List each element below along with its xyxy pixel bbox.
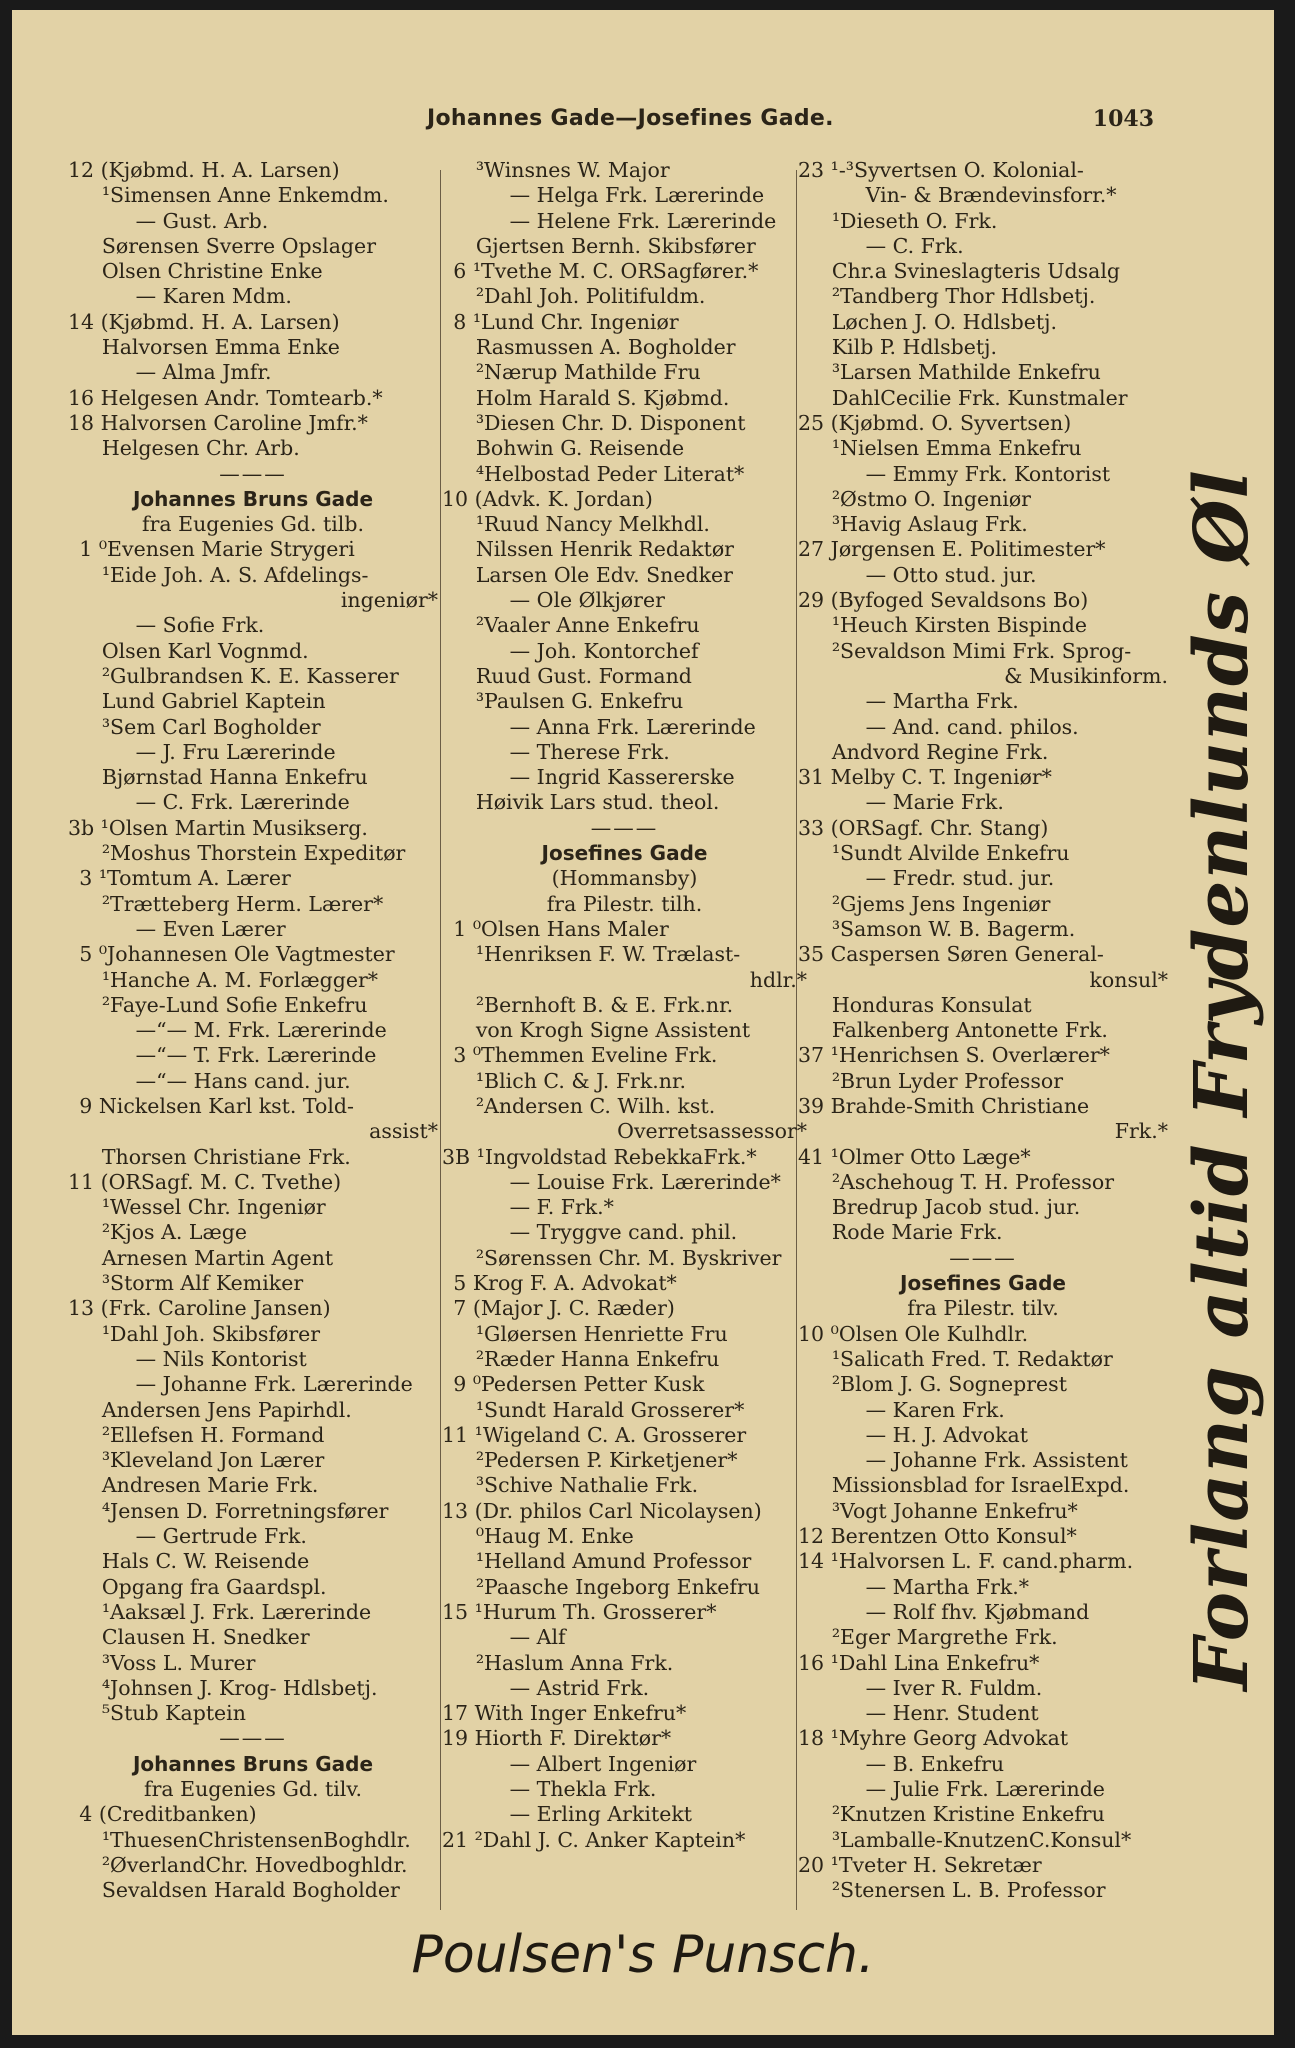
directory-entry: fra Pilestr. tilv.	[907, 1296, 1059, 1321]
directory-entry: ¹Dieseth O. Frk.	[831, 208, 998, 233]
directory-entry: ³Winsnes W. Major	[475, 158, 670, 182]
directory-entry: ¹ThuesenChristensenBoghdlr.	[101, 1827, 411, 1852]
directory-entry: Løchen J. O. Hdlsbetj.	[831, 309, 1058, 334]
directory-entry: ²Gulbrandsen K. E. Kasserer	[101, 663, 399, 688]
directory-entry: 8 ¹Lund Chr. Ingeniør	[453, 309, 679, 334]
directory-entry: ²Blom J. G. Sogneprest	[831, 1372, 1067, 1397]
directory-entry: Lund Gabriel Kaptein	[101, 689, 326, 714]
directory-entry: ²Nærup Mathilde Fru	[475, 360, 701, 385]
directory-entry: ⁰Haug M. Enke	[475, 1524, 634, 1549]
directory-entry: Bohwin G. Reisende	[475, 436, 685, 461]
directory-entry: — C. Frk.	[865, 233, 964, 258]
directory-entry: 19 Hiorth F. Direktør*	[442, 1726, 672, 1751]
directory-entry: (Hommansby)	[551, 866, 698, 891]
section-rule: ———	[949, 1245, 1017, 1270]
directory-entry: ¹Henriksen F. W. Trælast-	[475, 942, 741, 967]
directory-entry: ²Tandberg Thor Hdlsbetj.	[831, 284, 1096, 309]
directory-entry: 27 Jørgensen E. Politimester*	[798, 537, 1106, 562]
directory-entry: — Marie Frk.	[865, 790, 1004, 815]
directory-entry: — Alma Jmfr.	[135, 360, 272, 385]
column-1	[68, 158, 438, 1903]
directory-entry: ³Lamballe-KnutzenC.Konsul*	[831, 1827, 1132, 1852]
directory-entry: ²Sørenssen Chr. M. Byskriver	[475, 1245, 782, 1270]
directory-entry: Clausen H. Snedker	[101, 1625, 310, 1650]
directory-entry: — Helga Frk. Lærerinde	[509, 183, 765, 208]
directory-entry: ¹Wessel Chr. Ingeniør	[101, 1195, 326, 1220]
section-rule: ———	[219, 1726, 287, 1751]
directory-entry: ³Kleveland Jon Lærer	[101, 1448, 325, 1473]
directory-entry: ³Voss L. Murer	[101, 1650, 256, 1675]
directory-entry: — Thekla Frk.	[509, 1777, 657, 1801]
directory-entry: — Albert Ingeniør	[509, 1751, 697, 1776]
directory-entry: — And. cand. philos.	[865, 714, 1079, 739]
directory-entry: 10 ⁰Olsen Ole Kulhdlr.	[798, 1321, 1029, 1346]
directory-entry: Falkenberg Antonette Frk.	[831, 1018, 1108, 1043]
directory-entry: ²Brun Lyder Professor	[831, 1068, 1064, 1093]
side-advertisement-text: Forlang altid Frydenlunds Øl	[1179, 469, 1265, 1691]
directory-entry: 31 Melby C. T. Ingeniør*	[798, 765, 1052, 790]
directory-entry: ²Andersen C. Wilh. kst.	[475, 1093, 716, 1118]
directory-entry: ³Vogt Johanne Enkefru*	[831, 1498, 1078, 1523]
directory-entry: — Ole Ølkjører	[509, 588, 665, 613]
directory-entry: ³Schive Nathalie Frk.	[475, 1473, 699, 1498]
directory-entry: — Astrid Frk.	[509, 1675, 650, 1700]
directory-entry: 6 ¹Tvethe M. C. ORSagfører.*	[453, 259, 759, 284]
directory-entry: ²Paasche Ingeborg Enkefru	[475, 1574, 760, 1599]
page-number: 1043	[1092, 106, 1154, 132]
directory-entry: — Henr. Student	[865, 1701, 1039, 1726]
directory-entry: 35 Caspersen Søren General-	[798, 942, 1104, 967]
directory-entry: ³Diesen Chr. D. Disponent	[475, 410, 746, 435]
directory-entry: Ruud Gust. Formand	[475, 663, 692, 688]
street-heading: Johannes Bruns Gade	[132, 1751, 374, 1776]
directory-entry: Sørensen Sverre Opslager	[101, 233, 376, 258]
directory-entry: — Martha Frk.	[865, 689, 1019, 714]
directory-entry: Nilssen Henrik Redaktør	[475, 537, 734, 562]
directory-entry: — J. Fru Lærerinde	[135, 739, 336, 764]
directory-entry: ⁴Helbostad Peder Literat*	[475, 461, 745, 486]
directory-entry: ³Larsen Mathilde Enkefru	[831, 360, 1101, 385]
directory-entry: Halvorsen Emma Enke	[101, 335, 340, 360]
directory-entry: fra Pilestr. tilh.	[546, 891, 703, 916]
directory-entry: 33 (ORSagf. Chr. Stang)	[798, 815, 1049, 840]
directory-entry: ²ØverlandChr. Hovedboghldr.	[101, 1852, 408, 1877]
directory-entry: 5 ⁰Johannesen Ole Vagtmester	[79, 942, 395, 967]
directory-entry: — Rolf fhv. Kjøbmand	[865, 1599, 1090, 1624]
directory-entry: 14 (Kjøbmd. H. A. Larsen)	[68, 309, 340, 334]
directory-entry: Sevaldsen Harald Bogholder	[101, 1878, 400, 1903]
directory-entry: — Louise Frk. Lærerinde*	[509, 1169, 781, 1194]
directory-entry: — Johanne Frk. Assistent	[865, 1448, 1128, 1473]
directory-entry: Hals C. W. Reisende	[101, 1549, 310, 1574]
column-divider	[440, 170, 441, 1910]
directory-entry: ²Eger Margrethe Frk.	[831, 1625, 1058, 1650]
directory-entry: Helgesen Chr. Arb.	[101, 436, 300, 461]
directory-entry: Thorsen Christiane Frk.	[101, 1144, 351, 1169]
directory-entry: 21 ²Dahl J. C. Anker Kaptein*	[442, 1827, 746, 1852]
directory-entry: —“— Hans cand. jur.	[135, 1068, 351, 1093]
directory-entry: ³Paulsen G. Enkefru	[475, 689, 684, 714]
directory-entry: — Iver R. Fuldm.	[865, 1675, 1043, 1700]
directory-entry: ²Trætteberg Herm. Lærer*	[101, 891, 384, 916]
directory-entry: Olsen Karl Vognmd.	[101, 638, 309, 663]
section-rule: ———	[590, 815, 659, 840]
directory-entry: ⁵Stub Kaptein	[101, 1701, 246, 1726]
side-advertisement	[1172, 469, 1272, 1691]
directory-entry: ²Haslum Anna Frk.	[475, 1650, 674, 1675]
column-2	[442, 158, 807, 1853]
directory-entry: 13 (Frk. Caroline Jansen)	[68, 1296, 331, 1321]
directory-entry: Overretsassessor*	[617, 1119, 807, 1144]
directory-entry: ¹Helland Amund Professor	[475, 1549, 752, 1574]
directory-entry: ²Østmo O. Ingeniør	[831, 486, 1031, 511]
directory-entry: 12 Berentzen Otto Konsul*	[798, 1524, 1077, 1549]
directory-entry: — C. Frk. Lærerinde	[135, 790, 350, 815]
directory-entry: Andresen Marie Frk.	[101, 1473, 319, 1498]
directory-entry: 7 (Major J. C. Ræder)	[453, 1296, 675, 1321]
directory-entry: ²Pedersen P. Kirketjener*	[475, 1448, 738, 1473]
directory-entry: ²Vaaler Anne Enkefru	[475, 613, 700, 638]
page-title: Johannes Gade—Josefines Gade.	[427, 106, 834, 131]
directory-entry: 9 ⁰Pedersen Petter Kusk	[453, 1372, 705, 1397]
directory-entry: 14 ¹Halvorsen L. F. cand.pharm.	[798, 1549, 1134, 1574]
directory-entry: — Nils Kontorist	[135, 1346, 307, 1371]
directory-entry: ⁴Jensen D. Forretningsfører	[101, 1498, 389, 1523]
directory-entry: Arnesen Martin Agent	[101, 1245, 334, 1270]
directory-entry: ¹Hanche A. M. Forlægger*	[101, 967, 379, 992]
directory-entry: — Fredr. stud. jur.	[865, 866, 1055, 891]
directory-entry: ¹Heuch Kirsten Bispinde	[831, 613, 1088, 638]
directory-entry: Rode Marie Frk.	[831, 1220, 1003, 1245]
directory-entry: 37 ¹Henrichsen S. Overlærer*	[798, 1043, 1110, 1068]
directory-entry: — Tryggve cand. phil.	[509, 1220, 738, 1245]
directory-entry: ²Dahl Joh. Politifuldm.	[475, 284, 706, 309]
column-3	[798, 158, 1168, 1903]
directory-entry: 25 (Kjøbmd. O. Syvertsen)	[798, 410, 1072, 435]
directory-entry: — B. Enkefru	[865, 1751, 1005, 1776]
directory-entry: 15 ¹Hurum Th. Grosserer*	[442, 1599, 717, 1624]
directory-entry: Larsen Ole Edv. Snedker	[475, 562, 733, 587]
directory-entry: ¹Salicath Fred. T. Redaktør	[831, 1346, 1113, 1371]
directory-entry: Kilb P. Hdlsbetj.	[831, 335, 997, 360]
directory-entry: 1 ⁰Olsen Hans Maler	[453, 916, 669, 941]
directory-entry: 10 (Advk. K. Jordan)	[442, 486, 653, 511]
directory-entry: ²Ræder Hanna Enkefru	[475, 1346, 720, 1371]
directory-entry: ¹Ruud Nancy Melkhdl.	[475, 512, 710, 537]
directory-entry: ²Ellefsen H. Formand	[101, 1422, 325, 1447]
directory-entry: 12 (Kjøbmd. H. A. Larsen)	[68, 158, 340, 182]
directory-entry: — Anna Frk. Lærerinde	[509, 714, 756, 739]
directory-entry: 39 Brahde-Smith Christiane	[798, 1093, 1090, 1118]
directory-entry: — Therese Frk.	[509, 739, 670, 764]
directory-entry: 20 ¹Tveter H. Sekretær	[798, 1852, 1042, 1877]
directory-entry: — H. J. Advokat	[865, 1422, 1028, 1447]
directory-entry: — Otto stud. jur.	[865, 562, 1037, 587]
directory-entry: 41 ¹Olmer Otto Læge*	[798, 1144, 1031, 1169]
directory-entry: 11 ¹Wigeland C. A. Grosserer	[442, 1422, 747, 1447]
directory-entry: — Julie Frk. Lærerinde	[865, 1777, 1105, 1801]
directory-entry: — Martha Frk.*	[865, 1574, 1030, 1599]
street-heading: Josefines Gade	[541, 841, 708, 866]
directory-entry: ⁴Johnsen J. Krog- Hdlsbetj.	[101, 1675, 378, 1700]
directory-entry: ¹Sundt Harald Grosserer*	[475, 1397, 745, 1422]
directory-entry: 3B ¹Ingvoldstad RebekkaFrk.*	[442, 1144, 757, 1169]
directory-entry: Bredrup Jacob stud. jur.	[831, 1195, 1081, 1220]
directory-entry: ³Samson W. B. Bagerm.	[831, 916, 1076, 941]
directory-entry: ²Gjems Jens Ingeniør	[831, 891, 1051, 916]
directory-entry: — Gertrude Frk.	[135, 1524, 307, 1549]
directory-entry: & Musikinform.	[1004, 663, 1168, 688]
page-header	[12, 106, 1274, 140]
footer-advertisement: Poulsen's Punsch.	[411, 1925, 875, 1985]
directory-entry: Frk.*	[1114, 1119, 1168, 1144]
directory-entry: Andvord Regine Frk.	[831, 739, 1049, 764]
directory-entry: ¹Sundt Alvilde Enkefru	[831, 841, 1070, 866]
directory-entry: Holm Harald S. Kjøbmd.	[475, 385, 730, 410]
directory-entry: ¹Nielsen Emma Enkefru	[831, 436, 1082, 461]
directory-entry: ³Storm Alf Kemiker	[101, 1271, 304, 1296]
directory-entry: ²Faye-Lund Sofie Enkefru	[101, 992, 368, 1017]
directory-entry: — Joh. Kontorchef	[509, 638, 699, 663]
directory-entry: fra Eugenies Gd. tilb.	[142, 512, 364, 537]
directory-entry: Missionsblad for IsraelExpd.	[831, 1473, 1130, 1498]
directory-entry: ¹Gløersen Henriette Fru	[475, 1321, 728, 1346]
directory-entry: — Even Lærer	[135, 916, 286, 941]
directory-entry: — Sofie Frk.	[135, 613, 265, 638]
directory-entry: — Gust. Arb.	[135, 208, 269, 233]
directory-entry: 18 Halvorsen Caroline Jmfr.*	[68, 410, 368, 435]
directory-entry: 3 ¹Tomtum A. Lærer	[79, 866, 291, 891]
directory-entry: von Krogh Signe Assistent	[475, 1018, 751, 1043]
directory-entry: — Karen Mdm.	[135, 284, 292, 309]
directory-entry: 16 Helgesen Andr. Tomtearb.*	[68, 385, 383, 410]
directory-entry: Honduras Konsulat	[831, 992, 1032, 1017]
directory-entry: ¹Aaksæl J. Frk. Lærerinde	[101, 1599, 372, 1624]
directory-entry: Høivik Lars stud. theol.	[475, 790, 720, 815]
directory-entry: — Karen Frk.	[865, 1397, 1005, 1422]
directory-entry: Rasmussen A. Bogholder	[475, 335, 736, 360]
directory-entry: 1 ⁰Evensen Marie Strygeri	[79, 537, 355, 562]
directory-entry: —“— T. Frk. Lærerinde	[135, 1043, 377, 1068]
directory-entry: ¹Dahl Joh. Skibsfører	[101, 1321, 321, 1346]
directory-entry: Bjørnstad Hanna Enkefru	[101, 765, 368, 790]
directory-entry: — Johanne Frk. Lærerinde	[135, 1372, 413, 1397]
directory-entry: ²Kjos A. Læge	[101, 1220, 248, 1245]
directory-entry: ³Sem Carl Bogholder	[101, 714, 321, 739]
directory-entry: 23 ¹-³Syvertsen O. Kolonial-	[798, 158, 1084, 182]
directory-entry: 18 ¹Myhre Georg Advokat	[798, 1726, 1069, 1751]
directory-entry: — Helene Frk. Lærerinde	[509, 208, 777, 233]
directory-entry: ³Havig Aslaug Frk.	[831, 512, 1028, 537]
directory-entry: 13 (Dr. philos Carl Nicolaysen)	[442, 1498, 762, 1523]
directory-entry: DahlCecilie Frk. Kunstmaler	[831, 385, 1128, 410]
directory-entry: 9 Nickelsen Karl kst. Told-	[79, 1093, 354, 1118]
section-rule: ———	[219, 461, 287, 486]
directory-entry: —“— M. Frk. Lærerinde	[135, 1018, 387, 1043]
street-heading: Johannes Bruns Gade	[132, 486, 374, 511]
directory-entry: ²Sevaldson Mimi Frk. Sprog-	[831, 638, 1132, 663]
directory-entry: ingeniør*	[340, 588, 438, 613]
directory-entry: Chr.a Svineslagteris Udsalg	[831, 259, 1121, 284]
directory-entry: Gjertsen Bernh. Skibsfører	[475, 233, 756, 258]
directory-entry: 16 ¹Dahl Lina Enkefru*	[798, 1650, 1040, 1675]
directory-entry: ¹Blich C. & J. Frk.nr.	[475, 1068, 687, 1093]
directory-entry: ¹Eide Joh. A. S. Afdelings-	[101, 562, 369, 587]
directory-entry: — Ingrid Kassererske	[509, 765, 735, 790]
directory-page	[12, 10, 1274, 2035]
directory-entry: 3 ⁰Themmen Eveline Frk.	[453, 1043, 718, 1068]
directory-entry: Andersen Jens Papirhdl.	[101, 1397, 352, 1422]
directory-entry: Vin- & Brændevinsforr.*	[865, 183, 1117, 208]
directory-entry: ²Bernhoft B. & E. Frk.nr.	[475, 992, 734, 1017]
directory-entry: — Erling Arkitekt	[509, 1802, 692, 1827]
directory-entry: 4 (Creditbanken)	[79, 1802, 257, 1827]
directory-entry: — Alf	[509, 1625, 566, 1650]
directory-entry: ²Aschehoug T. H. Professor	[831, 1169, 1114, 1194]
directory-entry: fra Eugenies Gd. tilv.	[143, 1777, 363, 1801]
directory-entry: 29 (Byfoged Sevaldsons Bo)	[798, 588, 1089, 613]
directory-entry: ²Stenersen L. B. Professor	[831, 1878, 1106, 1903]
directory-entry: Opgang fra Gaardspl.	[101, 1574, 327, 1599]
directory-entry: assist*	[369, 1119, 438, 1144]
directory-entry: 17 With Inger Enkefru*	[442, 1701, 687, 1726]
directory-entry: konsul*	[1089, 967, 1168, 992]
directory-entry: 5 Krog F. A. Advokat*	[453, 1271, 677, 1296]
directory-entry: ²Moshus Thorstein Expeditør	[101, 841, 406, 866]
directory-entry: — F. Frk.*	[509, 1195, 614, 1220]
directory-entry: 11 (ORSagf. M. C. Tvethe)	[68, 1169, 342, 1194]
directory-entry: ¹Simensen Anne Enkemdm.	[101, 183, 389, 208]
directory-entry: 3b ¹Olsen Martin Musikserg.	[68, 815, 368, 840]
directory-entry: hdlr.*	[749, 967, 807, 992]
directory-entry: — Emmy Frk. Kontorist	[865, 461, 1111, 486]
directory-entry: ²Knutzen Kristine Enkefru	[831, 1802, 1105, 1827]
directory-entry: Olsen Christine Enke	[101, 259, 323, 284]
street-heading: Josefines Gade	[900, 1271, 1066, 1296]
